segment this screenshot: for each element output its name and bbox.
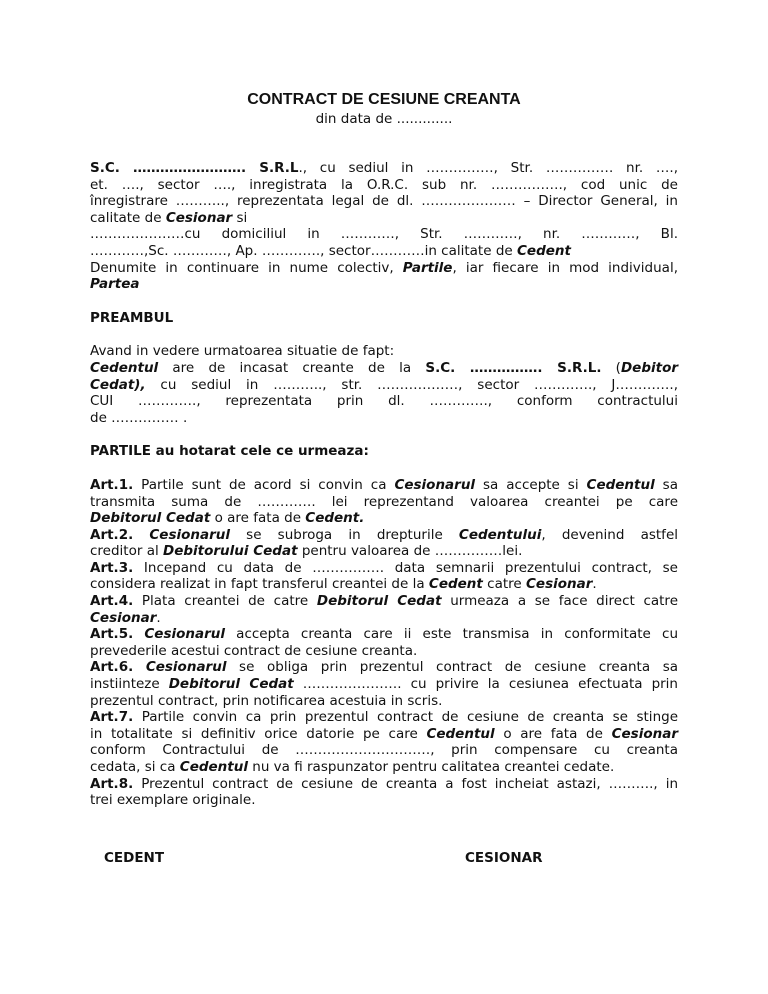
- article-1: Debitorul Cedat o are fata de Cedent.: [90, 510, 365, 527]
- parties-line: Denumite in continuare in nume colectiv, Partile, iar fiecare in mod individual,: [90, 259, 678, 276]
- article-5: Art.5. Cesionarul accepta creanta care ii este transmisa in conformitate cu: [90, 626, 678, 643]
- article-7: in totalitate si definitiv orice datorie pe care Cedentul o are fata de Cesionar: [90, 725, 678, 742]
- preamble-heading: PREAMBUL: [90, 309, 174, 326]
- article-4: Cesionar.: [90, 609, 161, 626]
- article-1: transmita suma de …………. lei reprezentand valoarea creantei pe care: [90, 493, 678, 510]
- preamble-line: CUI …………., reprezentata prin dl. …………., conform contractului: [90, 393, 678, 410]
- article-7: conform Contractului de …………………………, prin compensare cu creanta: [90, 742, 678, 759]
- signature-cedent: CEDENT: [104, 850, 165, 866]
- contract-date: din data de .............: [315, 111, 453, 127]
- preamble-line: Avand in vedere urmatoarea situatie de fapt:: [90, 343, 395, 360]
- article-2: Art.2. Cesionarul se subroga in drepturile Cedentului, devenind astfel: [90, 526, 678, 543]
- parties-line: înregistrare ……….., reprezentata legal de dl. ………………… – Director General, in: [90, 193, 678, 210]
- parties-line: et. …., sector …., inregistrata la O.R.C. sub nr. ……………., cod unic de: [90, 176, 678, 193]
- article-4: Art.4. Plata creantei de catre Debitorul Cedat urmeaza a se face direct catre: [90, 593, 678, 610]
- parties-line: …………………cu domiciliul in …………, Str. …………, nr. …………, Bl.: [90, 226, 678, 243]
- article-5: prevederile acestui contract de cesiune creanta.: [90, 642, 418, 659]
- parties-line: …………,Sc. …………, Ap. …………., sector…………in calitate de Cedent: [90, 242, 571, 259]
- parties-line: calitate de Cesionar si: [90, 209, 248, 226]
- preamble-line: Cedentul are de incasat creante de la S.C. ……………. S.R.L. (Debitor: [90, 359, 679, 376]
- preamble-line: de …………… .: [90, 409, 188, 426]
- article-3: considera realizat in fapt transferul creantei de la Cedent catre Cesionar.: [90, 576, 597, 593]
- article-2: creditor al Debitorului Cedat pentru valoarea de ……………lei.: [90, 543, 523, 560]
- parties-line: S.C. ……………………. S.R.L., cu sediul in ……………, Str. …………… nr. ….,: [90, 160, 678, 176]
- article-3: Art.3. Incepand cu data de ……………. data semnarii prezentului contract, se: [90, 559, 678, 576]
- agreement-heading: PARTILE au hotarat cele ce urmeaza:: [90, 443, 369, 460]
- contract-body: [90, 160, 678, 809]
- signature-cesionar: CESIONAR: [465, 850, 543, 866]
- article-7: Art.7. Partile convin ca prin prezentul contract de cesiune de creanta se stinge: [90, 709, 678, 726]
- article-7: cedata, si ca Cedentul nu va fi raspunzator pentru calitatea creantei cedate.: [90, 759, 615, 775]
- preamble-line: Cedat), cu sediul in ……….., str. ………………, sector …………., J………….,: [90, 376, 678, 393]
- article-6: Art.6. Cesionarul se obliga prin prezentul contract de cesiune creanta sa: [90, 659, 679, 676]
- article-6: prezentul contract, prin notificarea acestuia in scris.: [90, 692, 443, 709]
- cedent-company: S.C. ……………………. S.R.L: [90, 160, 299, 176]
- article-8: trei exemplare originale.: [90, 792, 256, 809]
- article-6: instiinteze Debitorul Cedat …………………. cu privire la cesiunea efectuata prin: [90, 676, 678, 693]
- parties-line: Partea: [90, 276, 140, 293]
- contract-title: CONTRACT DE CESIUNE CREANTA: [247, 91, 521, 108]
- article-1: Art.1. Partile sunt de acord si convin ca Cesionarul sa accepte si Cedentul sa: [90, 476, 678, 493]
- article-8: Art.8. Prezentul contract de cesiune de creanta a fost incheiat astazi, ………., in: [90, 775, 678, 792]
